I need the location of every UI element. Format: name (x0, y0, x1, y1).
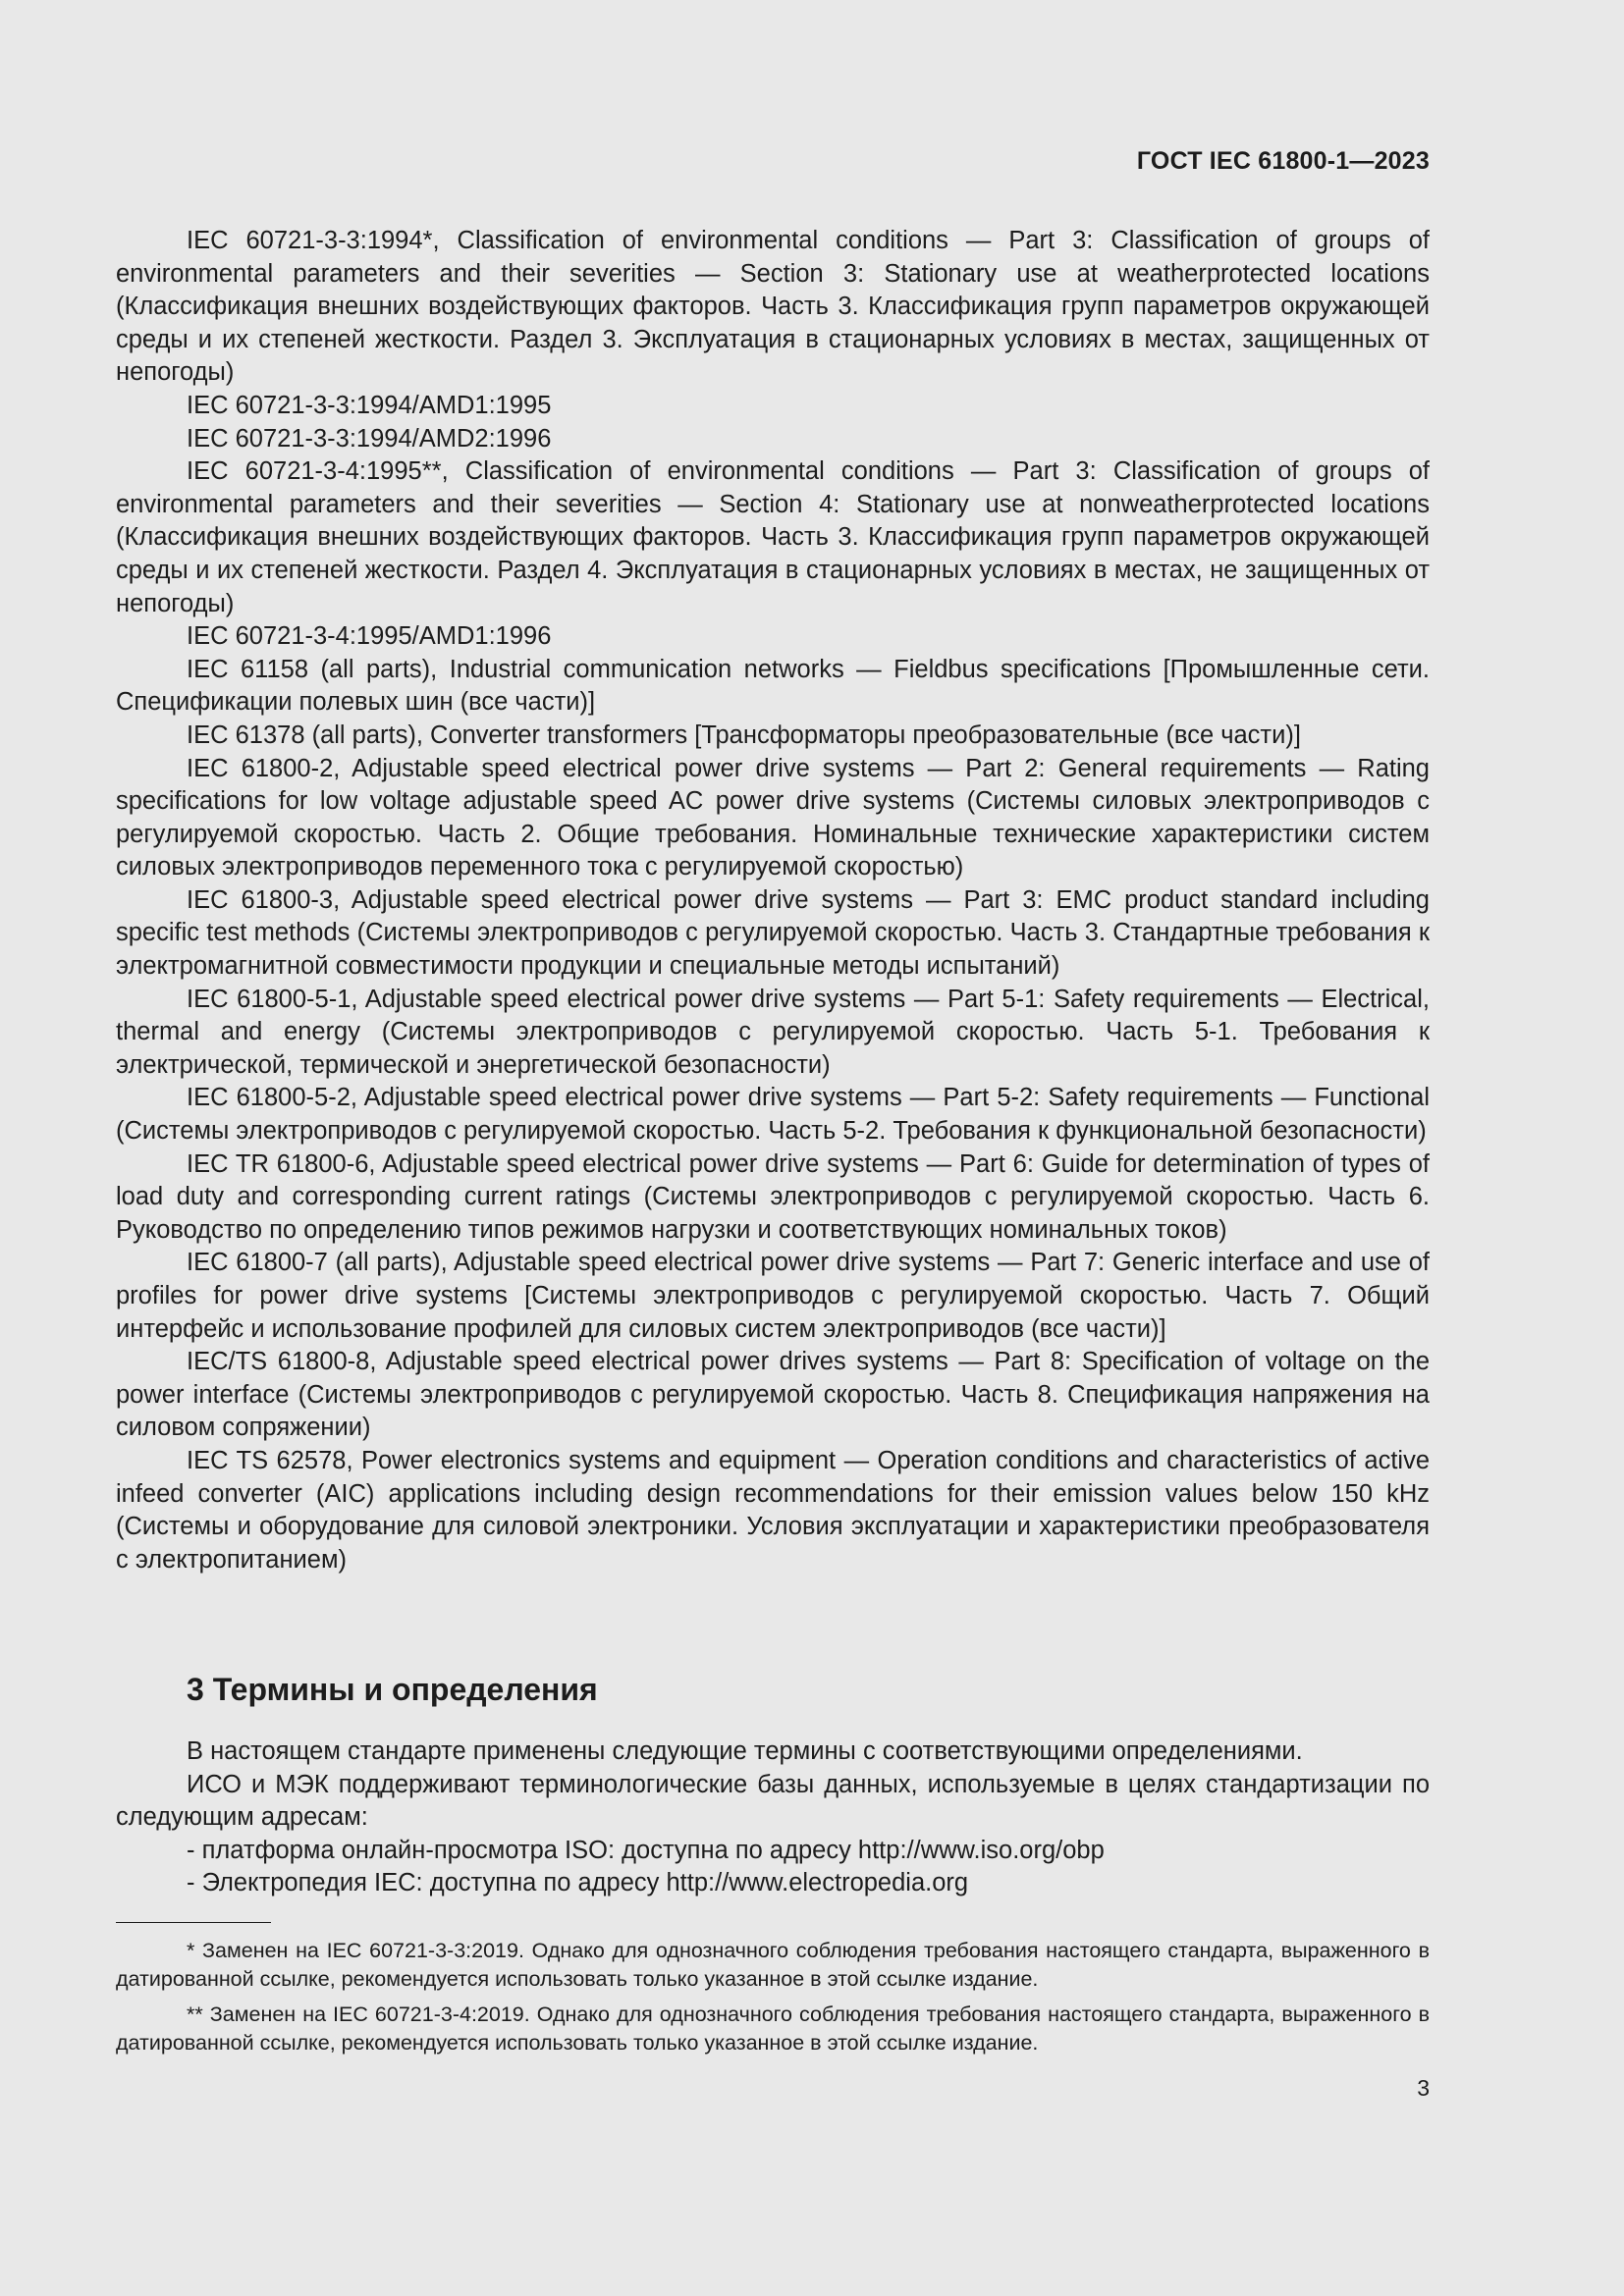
footnote-divider (116, 1922, 271, 1923)
reference-item: IEC 60721-3-4:1995**, Classification of environmental conditions — Part 3: Classification of groups of environmental parameters and their severities — Section 4: Stationary use at nonweatherprotected locations (Классификация внешних воздействующих факторов. Часть 3. Классификация групп параметров окружающей среды и их степеней жесткости. Раздел 4. Эксплуатация в стационарных условиях в местах, не защищенных от непогоды) (116, 457, 1430, 617)
normative-references-list (116, 225, 1430, 1576)
reference-item: IEC 60721-3-3:1994/AMD2:1996 (187, 424, 552, 453)
section-paragraph: В настоящем стандарте применены следующие термины с соответствующими определениями. (187, 1737, 1303, 1765)
reference-item: IEC 61800-7 (all parts), Adjustable speed electrical power drive systems — Part 7: Generic interface and use of profiles for power drive systems [Системы электроприводов с регулируемой скоростью. Часть 7. Общий интерфейс и использование профилей для силовых систем электроприводов (все части)] (116, 1249, 1430, 1343)
document-page (116, 0, 1430, 2296)
reference-item: IEC 61378 (all parts), Converter transformers [Трансформаторы преобразовательные (все части)] (187, 721, 1301, 749)
reference-item: IEC 61800-5-1, Adjustable speed electrical power drive systems — Part 5-1: Safety requirements — Electrical, thermal and energy (Системы электроприводов с регулируемой скоростью. Часть 5-1. Требования к электрической, термической и энергетической безопасности) (116, 985, 1430, 1079)
section-heading: 3 Термины и определения (187, 1672, 598, 1707)
section-body (116, 1735, 1430, 1900)
reference-item: IEC 61158 (all parts), Industrial communication networks — Fieldbus specifications [Промышленные сети. Спецификации полевых шин (все части)] (116, 655, 1430, 717)
footnote: * Заменен на IEC 60721-3-3:2019. Однако для однозначного соблюдения требования настоящего стандарта, выраженного в датированной ссылке, рекомендуется использовать только указанное в этой ссылке издание. (116, 1939, 1430, 1991)
reference-item: IEC 60721-3-3:1994*, Classification of environmental conditions — Part 3: Classification of groups of environmental parameters and their severities — Section 3: Stationary use at weatherprotected locations (Классификация внешних воздействующих факторов. Часть 3. Классификация групп параметров окружающей среды и их степеней жесткости. Раздел 3. Эксплуатация в стационарных условиях в местах, защищенных от непогоды) (116, 227, 1430, 387)
reference-item: IEC 61800-5-2, Adjustable speed electrical power drive systems — Part 5-2: Safety requirements — Functional (Системы электроприводов с регулируемой скоростью. Часть 5-2. Требования к функциональной безопасности) (116, 1084, 1430, 1146)
footnote: ** Заменен на IEC 60721-3-4:2019. Однако для однозначного соблюдения требования настоящего стандарта, выраженного в датированной ссылке, рекомендуется использовать только указанное в этой ссылке издание. (116, 2002, 1430, 2055)
reference-item: IEC TR 61800-6, Adjustable speed electrical power drive systems — Part 6: Guide for determination of types of load duty and corresponding current ratings (Системы электроприводов с регулируемой скоростью. Часть 6. Руководство по определению типов режимов нагрузки и соответствующих номинальных токов) (116, 1149, 1430, 1244)
section-list-item: - платформа онлайн-просмотра ISO: доступна по адресу http://www.iso.org/obp (187, 1836, 1105, 1864)
reference-item: IEC 60721-3-3:1994/AMD1:1995 (187, 391, 552, 419)
section-paragraph: ИСО и МЭК поддерживают терминологические базы данных, используемые в целях стандартизации по следующим адресам: (116, 1770, 1430, 1832)
reference-item: IEC TS 62578, Power electronics systems and equipment — Operation conditions and characteristics of active infeed converter (AIC) applications including design recommendations for their emission values below 150 kHz (Системы и оборудование для силовой электроники. Условия эксплуатации и характеристики преобразователя с электропитанием) (116, 1446, 1430, 1574)
footnotes (116, 1937, 1430, 2064)
document-header: ГОСТ IEC 61800-1—2023 (1136, 147, 1430, 175)
section-list-item: - Электропедия IEC: доступна по адресу http://www.electropedia.org (187, 1869, 969, 1897)
reference-item: IEC 60721-3-4:1995/AMD1:1996 (187, 622, 552, 651)
reference-item: IEC/TS 61800-8, Adjustable speed electrical power drives systems — Part 8: Specification of voltage on the power interface (Системы электроприводов с регулируемой скоростью. Часть 8. Спецификация напряжения на силовом сопряжении) (116, 1348, 1430, 1442)
page-number: 3 (1417, 2075, 1430, 2101)
reference-item: IEC 61800-3, Adjustable speed electrical power drive systems — Part 3: EMC product standard including specific test methods (Системы электроприводов с регулируемой скоростью. Часть 3. Стандартные требования к электромагнитной совместимости продукции и специальные методы испытаний) (116, 885, 1430, 981)
reference-item: IEC 61800-2, Adjustable speed electrical power drive systems — Part 2: General requirements — Rating specifications for low voltage adjustable speed AC power drive systems (Системы силовых электроприводов с регулируемой скоростью. Часть 2. Общие требования. Номинальные технические характеристики систем силовых электроприводов переменного тока с регулируемой скоростью) (116, 754, 1430, 881)
